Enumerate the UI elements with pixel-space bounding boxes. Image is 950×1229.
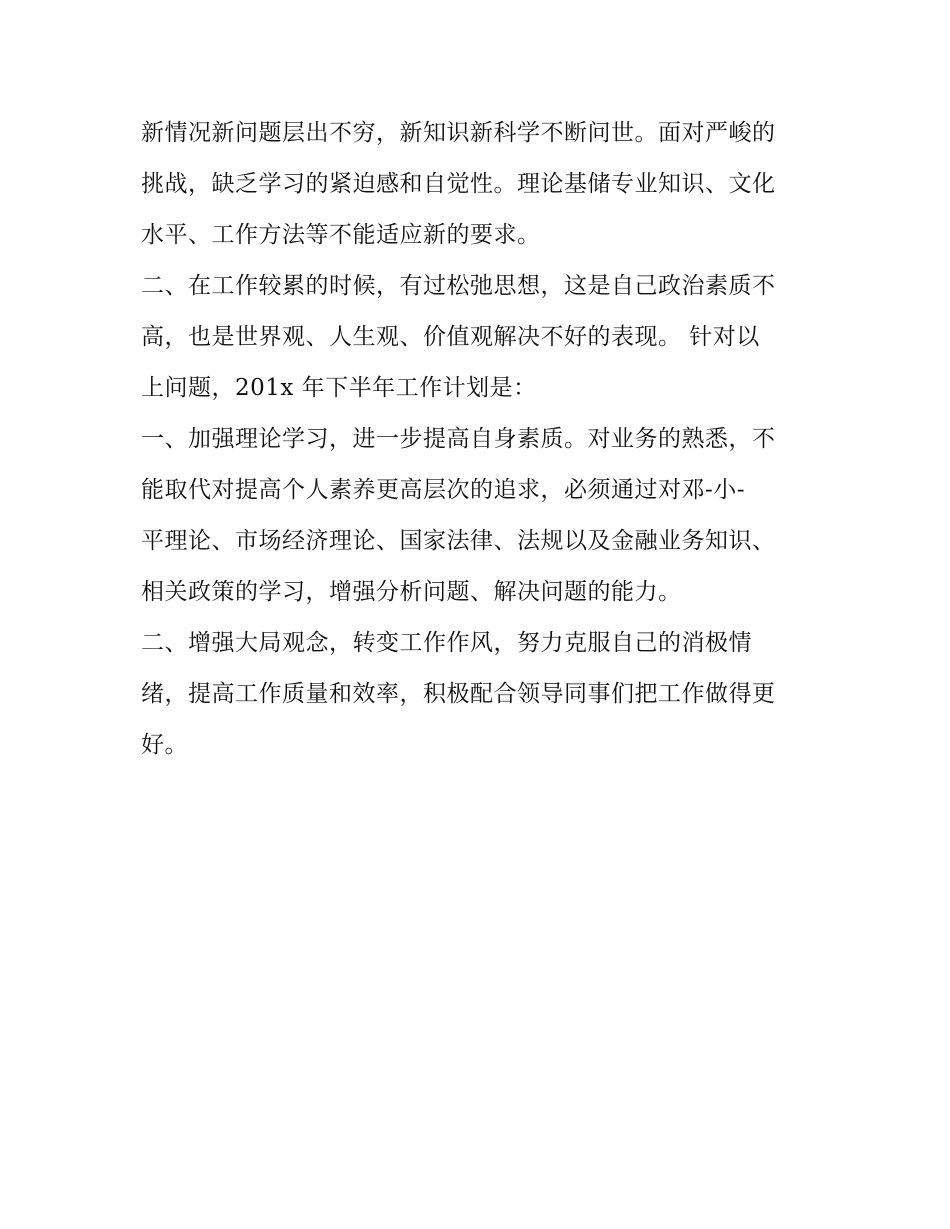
text-line: 一、加强理论学习，进一步提高自身素质。对业务的熟悉，不 <box>141 426 776 452</box>
text-line: 新情况新问题层出不穷，新知识新科学不断问世。面对严峻的 <box>141 120 776 146</box>
text-line: 二、增强大局观念，转变工作作风，努力克服自己的消极情 <box>141 630 752 656</box>
text-line: 高，也是世界观、人生观、价值观解决不好的表现。 针对以 <box>141 324 760 350</box>
text-line: 挑战，缺乏学习的紧迫感和自觉性。理论基储专业知识、文化 <box>141 171 776 197</box>
document-body <box>141 108 821 771</box>
text-line: 水平、工作方法等不能适应新的要求。 <box>141 222 541 248</box>
text-line: 上问题，201x 年下半年工作计划是： <box>141 375 537 401</box>
text-line: 相关政策的学习，增强分析问题、解决问题的能力。 <box>141 579 682 605</box>
text-line: 能取代对提高个人素养更高层次的追求，必须通过对邓-小- <box>141 477 746 503</box>
text-line: 二、在工作较累的时候，有过松弛思想，这是自己政治素质不 <box>141 273 776 299</box>
text-line: 平理论、市场经济理论、国家法律、法规以及金融业务知识、 <box>141 528 776 554</box>
text-line: 好。 <box>141 732 188 758</box>
text-line: 绪，提高工作质量和效率，积极配合领导同事们把工作做得更 <box>141 681 776 707</box>
